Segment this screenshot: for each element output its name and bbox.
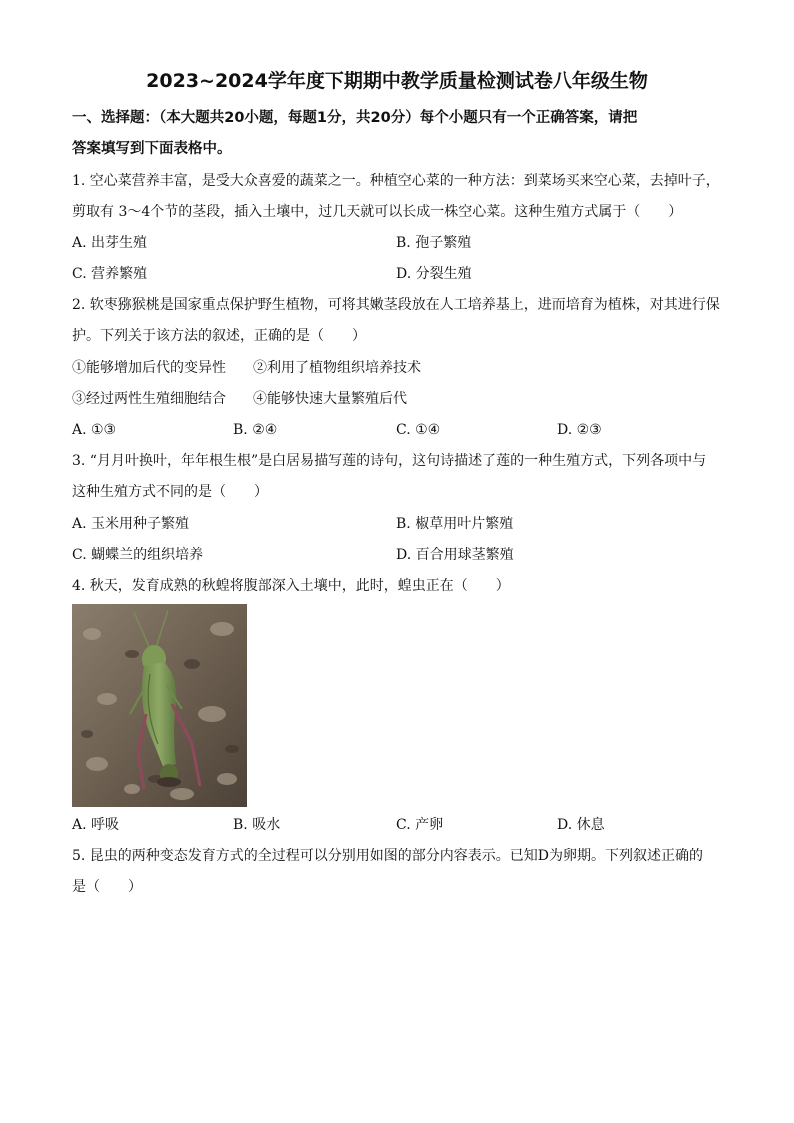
grasshopper-photo (72, 604, 247, 807)
q2-option-c: C. ①④ (396, 422, 441, 438)
q1-option-c: C. 营养繁殖 (72, 266, 148, 282)
q3-stem-line-1: 3. “月月叶换叶，年年根生根”是白居易描写莲的诗句，这句诗描述了莲的一种生殖方式，下列各项中与 (72, 453, 707, 469)
q2-option-d: D. ②③ (557, 422, 602, 438)
q3-option-c: C. 蝴蝶兰的组织培养 (72, 547, 204, 563)
q1-option-d: D. 分裂生殖 (396, 266, 472, 282)
q5-stem-line-2: 是（ ） (72, 879, 142, 895)
q3-option-d: D. 百合用球茎繁殖 (396, 547, 514, 563)
q2-option-a: A. ①③ (72, 422, 117, 438)
q1-option-b: B. 孢子繁殖 (396, 235, 472, 251)
q2-option-b: B. ②④ (233, 422, 278, 438)
q2-statement-2: ②利用了植物组织培养技术 (253, 360, 421, 376)
q3-option-b: B. 椒草用叶片繁殖 (396, 516, 514, 532)
q4-option-a: A. 呼吸 (72, 817, 120, 833)
q4-option-d: D. 休息 (557, 817, 605, 833)
q2-stem-line-1: 2. 软枣猕猴桃是国家重点保护野生植物，可将其嫩茎段放在人工培养基上，进而培育为植株，对其进行保 (72, 297, 720, 313)
q3-stem-line-2: 这种生殖方式不同的是（ ） (72, 484, 268, 500)
q4-option-b: B. 吸水 (233, 817, 281, 833)
q2-stem-line-2: 护。下列关于该方法的叙述，正确的是（ ） (72, 328, 366, 344)
section-heading-line-1: 一、选择题：（本大题共20小题，每题1分，共20分）每个小题只有一个正确答案，请把 (72, 110, 638, 126)
q5-stem-line-1: 5. 昆虫的两种变态发育方式的全过程可以分别用如图的部分内容表示。已知D为卵期。下列叙述正确的 (72, 848, 704, 864)
q2-statement-1: ①能够增加后代的变异性 (72, 360, 226, 376)
q1-stem-line-1: 1. 空心菜营养丰富，是受大众喜爱的蔬菜之一。种植空心菜的一种方法：到菜场买来空心菜，去掉叶子， (72, 173, 720, 189)
q1-stem-line-2: 剪取有 3～4个节的茎段，插入土壤中，过几天就可以长成一株空心菜。这种生殖方式属于（ ） (72, 204, 683, 220)
section-heading-line-2: 答案填写到下面表格中。 (72, 141, 232, 157)
q2-statement-3: ③经过两性生殖细胞结合 (72, 391, 226, 407)
q2-statement-4: ④能够快速大量繁殖后代 (253, 391, 407, 407)
page-title: 2023~2024学年度下期期中教学质量检测试卷八年级生物 (146, 70, 648, 92)
q1-option-a: A. 出芽生殖 (72, 235, 148, 251)
q4-stem-line-1: 4. 秋天，发育成熟的秋蝗将腹部深入土壤中，此时，蝗虫正在（ ） (72, 578, 510, 594)
q4-option-c: C. 产卵 (396, 817, 444, 833)
q3-option-a: A. 玉米用种子繁殖 (72, 516, 190, 532)
